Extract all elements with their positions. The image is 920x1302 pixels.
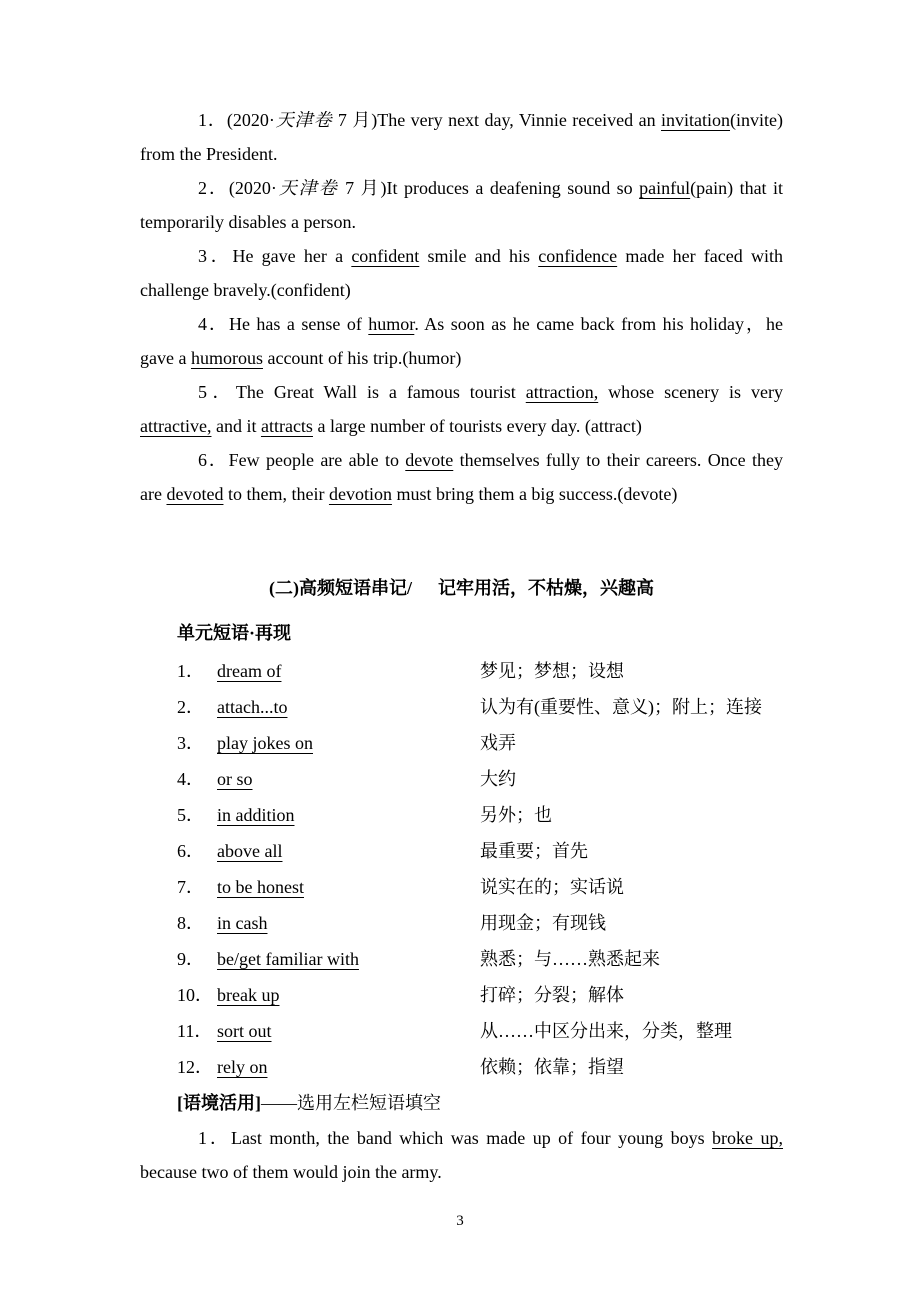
phrase-row	[140, 905, 783, 941]
phrase-number: 1．	[177, 661, 204, 681]
phrase-text: sort out	[217, 1021, 272, 1041]
phrase-row	[140, 1013, 783, 1049]
phrase-number: 5．	[177, 805, 204, 825]
phrase-row	[140, 761, 783, 797]
phrase-list	[140, 653, 783, 1085]
phrase-row	[140, 653, 783, 689]
phrase-text: in addition	[217, 805, 295, 825]
page-number: 3	[456, 1213, 464, 1229]
sentence-2: 2．(2020·天津卷 7 月)It produces a deafening sound so painful(pain) that it temporarily disables a person.	[140, 178, 784, 232]
phrase-number: 11．	[177, 1021, 213, 1041]
phrase-meaning: 说实在的；实话说	[480, 877, 624, 897]
section-header	[140, 571, 783, 605]
phrase-text: or so	[217, 769, 253, 789]
context-usage-header: [语境活用]——选用左栏短语填空	[177, 1093, 441, 1113]
phrase-text: in cash	[217, 913, 268, 933]
phrase-number: 6．	[177, 841, 204, 861]
section-header-subtitle: 记牢用活，不枯燥，兴趣高	[438, 578, 654, 598]
phrase-meaning: 梦见；梦想；设想	[480, 661, 624, 681]
phrase-number: 8．	[177, 913, 204, 933]
phrase-left	[177, 833, 480, 869]
phrase-meaning: 用现金；有现钱	[480, 913, 606, 933]
phrase-number: 4．	[177, 769, 204, 789]
sentence-5: 5．The Great Wall is a famous tourist attraction, whose scenery is very attractive, and it attracts a large number of tourists every day. (attract)	[140, 382, 783, 436]
sentence-6: 6．Few people are able to devote themselves fully to their careers. Once they are devoted to them, their devotion must bring them a big success.(devote)	[140, 450, 783, 504]
sentence-3: 3．He gave her a confident smile and his confidence made her faced with challenge bravely.(confident)	[140, 246, 783, 300]
phrase-row	[140, 833, 783, 869]
phrase-left	[177, 977, 480, 1013]
phrase-meaning: 大约	[480, 769, 516, 789]
phrase-left	[177, 797, 480, 833]
phrase-left	[177, 1013, 480, 1049]
phrase-text: to be honest	[217, 877, 304, 897]
phrase-number: 10．	[177, 985, 213, 1005]
phrase-left	[177, 689, 480, 725]
phrase-text: above all	[217, 841, 283, 861]
phrase-number: 2．	[177, 697, 204, 717]
phrase-number: 7．	[177, 877, 204, 897]
phrase-row	[140, 941, 783, 977]
phrase-left	[177, 1049, 480, 1085]
phrase-row	[140, 797, 783, 833]
phrase-meaning: 熟悉；与……熟悉起来	[480, 949, 660, 969]
sentence-1: 1．(2020·天津卷 7 月)The very next day, Vinnie received an invitation(invite) from the President.	[140, 110, 783, 164]
phrase-left	[177, 653, 480, 689]
phrase-left	[177, 761, 480, 797]
phrase-meaning: 从……中区分出来，分类，整理	[480, 1021, 732, 1041]
phrase-text: break up	[217, 985, 280, 1005]
phrase-text: dream of	[217, 661, 282, 681]
section-header-title: (二)高频短语串记/	[269, 578, 412, 598]
phrase-text: be/get familiar with	[217, 949, 359, 969]
phrase-meaning: 打碎；分裂；解体	[480, 985, 624, 1005]
phrase-row	[140, 725, 783, 761]
phrase-row	[140, 689, 783, 725]
phrase-meaning: 认为有(重要性、意义)；附上；连接	[480, 697, 762, 717]
phrase-meaning: 最重要；首先	[480, 841, 588, 861]
phrase-number: 3．	[177, 733, 204, 753]
phrase-left	[177, 725, 480, 761]
phrase-row	[140, 1049, 783, 1085]
sentence-4: 4．He has a sense of humor. As soon as he came back from his holiday，he gave a humorous account of his trip.(humor)	[140, 314, 783, 368]
phrase-text: play jokes on	[217, 733, 313, 753]
phrase-row	[140, 869, 783, 905]
phrase-meaning: 依赖；依靠；指望	[480, 1057, 624, 1077]
phrase-text: attach...to	[217, 697, 288, 717]
phrase-left	[177, 941, 480, 977]
phrase-row	[140, 977, 783, 1013]
phrase-meaning: 另外；也	[480, 805, 552, 825]
phrase-meaning: 戏弄	[480, 733, 516, 753]
context-sentence-1: 1．Last month, the band which was made up of four young boys broke up, because two of them would join the army.	[140, 1128, 784, 1182]
phrase-text: rely on	[217, 1057, 268, 1077]
phrase-number: 9．	[177, 949, 204, 969]
phrase-number: 12．	[177, 1057, 213, 1077]
phrase-left	[177, 905, 480, 941]
phrase-list-subheader: 单元短语·再现	[177, 623, 292, 643]
phrase-left	[177, 869, 480, 905]
